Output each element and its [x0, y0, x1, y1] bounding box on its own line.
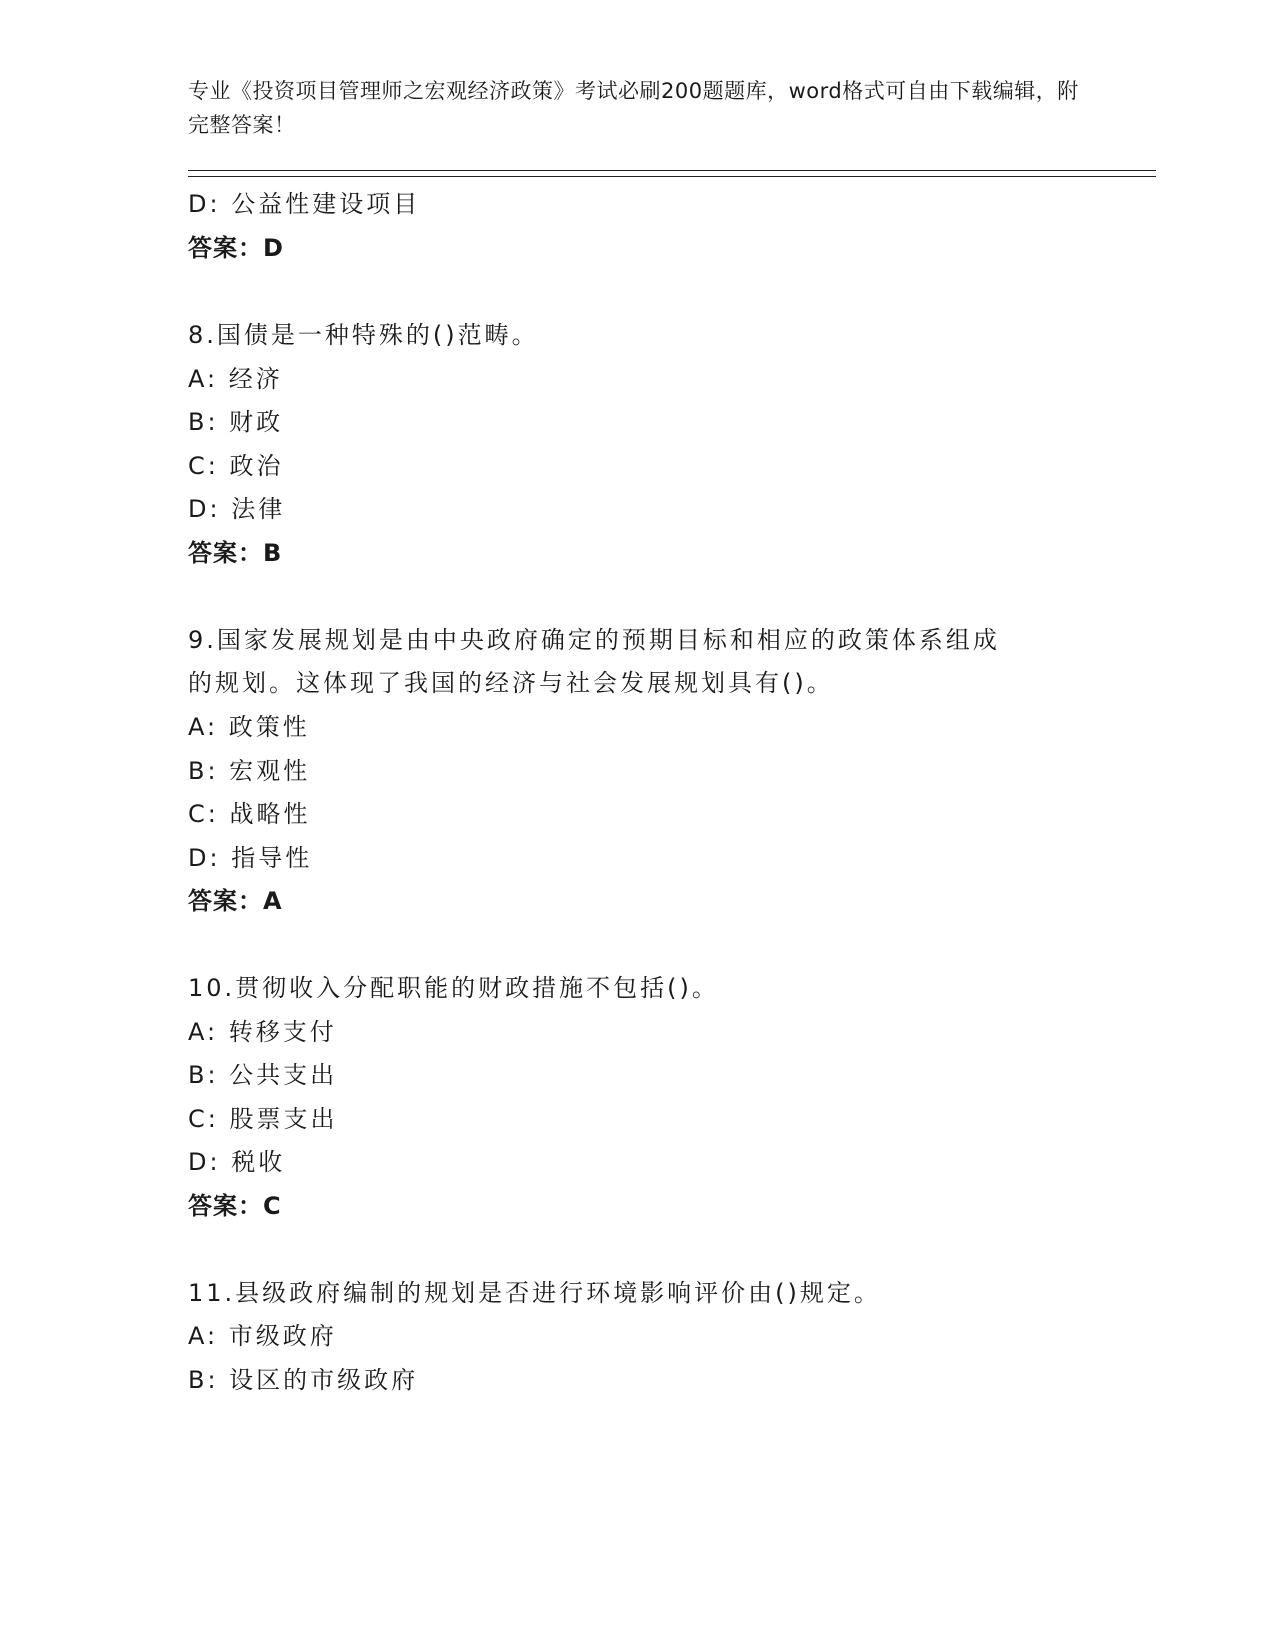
- option-a: A: 政策性: [188, 713, 310, 741]
- question-8: 8.国债是一种特殊的()范畴。: [188, 321, 539, 349]
- option-b: B: 公共支出: [188, 1061, 338, 1089]
- question-9-line-1: 9.国家发展规划是由中央政府确定的预期目标和相应的政策体系组成: [188, 626, 1000, 654]
- answer-line: 答案：A: [188, 887, 283, 915]
- option-d: D: 法律: [188, 495, 286, 523]
- option-b: B: 财政: [188, 408, 284, 436]
- document-header: 专业《投资项目管理师之宏观经济政策》考试必刷200题题库，word格式可自由下载编辑，附完整答案！: [188, 79, 1079, 137]
- option-b: B: 宏观性: [188, 757, 311, 785]
- option-a: A: 转移支付: [188, 1018, 337, 1046]
- answer-line: 答案：C: [188, 1192, 282, 1220]
- answer-line: 答案：D: [188, 234, 284, 262]
- option-c: C: 政治: [188, 452, 284, 480]
- answer-line: 答案：B: [188, 539, 283, 567]
- option-c: C: 股票支出: [188, 1105, 338, 1133]
- question-10: 10.贯彻收入分配职能的财政措施不包括()。: [188, 974, 719, 1002]
- option-a: A: 市级政府: [188, 1322, 337, 1350]
- header-rule-bottom: [188, 176, 1156, 177]
- option-d: D: 税收: [188, 1148, 286, 1176]
- option-b: B: 设区的市级政府: [188, 1366, 419, 1394]
- option-d: D: 指导性: [188, 844, 313, 872]
- option-c: C: 战略性: [188, 800, 311, 828]
- header-rule-top: [188, 170, 1156, 171]
- question-9-line-2: 的规划。这体现了我国的经济与社会发展规划具有()。: [188, 669, 834, 697]
- question-11: 11.县级政府编制的规划是否进行环境影响评价由()规定。: [188, 1279, 881, 1307]
- option-a: A: 经济: [188, 365, 283, 393]
- option-d: D: 公益性建设项目: [188, 190, 421, 218]
